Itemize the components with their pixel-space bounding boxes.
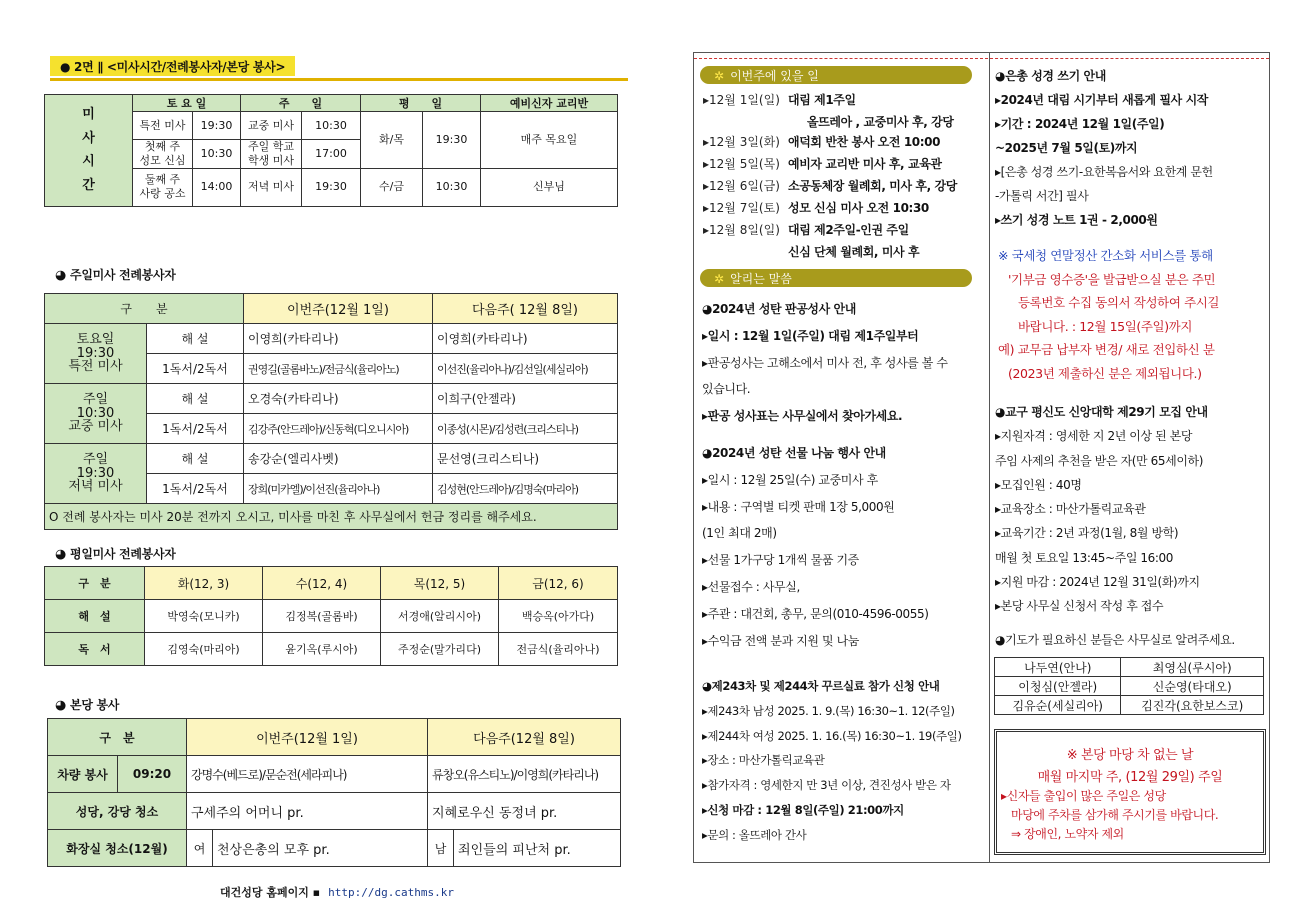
parking-notice-box	[994, 729, 1266, 855]
notice-line: ▸지원자격 : 영세한 지 2년 이상 된 본당	[995, 429, 1193, 444]
weekday-head-category: 구 분	[45, 567, 145, 600]
notice-heading: ◕2024년 성탄 선물 나눔 행사 안내	[702, 445, 886, 460]
weekday-servers-table	[44, 566, 618, 666]
server-name: 주정순(말가리다)	[381, 633, 499, 666]
prayer-name: 이청심(안젤라)	[995, 677, 1121, 696]
group-label: 주일 10:30 교중 미사	[45, 384, 147, 444]
notice-line: ▸지원 마감 : 2024년 12월 31일(화)까지	[995, 575, 1200, 590]
notice-line: ▸주관 : 대건회, 총무, 문의(010-4596-0055)	[702, 606, 929, 621]
notice-line: ▸제244차 여성 2025. 1. 16.(목) 16:30~1. 19(주일)	[702, 728, 962, 743]
servers-note: O 전례 봉사자는 미사 20분 전까지 오시고, 미사를 마친 후 사무실에서 헌금 정리를 해주세요.	[45, 504, 618, 530]
vehicle-next-week: 류창오(유스티노)/이영희(카타리나)	[428, 756, 621, 793]
tax-line: 바랍니다. : 12월 15일(주일)까지	[1018, 318, 1193, 334]
prayer-name: 나두연(안나)	[995, 658, 1121, 677]
cleaning-next-week: 지혜로우신 동정녀 pr.	[428, 793, 621, 830]
header-underline	[50, 78, 628, 81]
catechumen-teacher: 신부님	[481, 168, 618, 206]
vehicle-service-time: 09:20	[118, 756, 187, 793]
cleaning-label: 성당, 강당 청소	[48, 793, 187, 830]
weekday-mass-time: 19:30	[423, 112, 481, 169]
notice-line: ▸판공성사는 고해소에서 미사 전, 후 성사를 볼 수	[702, 355, 948, 370]
server-this-week: 권영길(골롬바노)/전금식(율리아노)	[244, 354, 433, 384]
restroom-next-tag: 남	[428, 830, 454, 867]
sat-mass-time: 19:30	[193, 112, 241, 140]
server-name: 윤기옥(루시아)	[263, 633, 381, 666]
server-this-week: 김강주(안드레아)/신동혁(디오니시아)	[244, 414, 433, 444]
server-this-week: 송강순(엘리사벳)	[244, 444, 433, 474]
server-next-week: 김성현(안드레아)/김명숙(마리아)	[433, 474, 618, 504]
bullet-icon: ◕	[55, 547, 67, 562]
parking-line: 마당에 주차를 삼가해 주시기를 바랍니다.	[1011, 808, 1219, 822]
notice-line: ▸2024년 대림 시기부터 새롭게 필사 시작	[995, 93, 1208, 107]
restroom-this-week: 천상은총의 모후 pr.	[213, 830, 428, 867]
mass-time-side-label: 미 사 시 간	[45, 95, 133, 207]
notice-line: ▸선물 1가구당 1개씩 물품 기증	[702, 553, 859, 568]
server-next-week: 이희구(안젤라)	[433, 384, 618, 414]
role-label: 해 설	[147, 444, 244, 474]
server-this-week: 오경숙(카타리나)	[244, 384, 433, 414]
mass-schedule-table	[44, 94, 618, 207]
server-name: 서경애(알리시아)	[381, 600, 499, 633]
notice-line: ▸기간 : 2024년 12월 1일(주일)	[995, 117, 1165, 131]
sparkle-icon: ✲	[714, 272, 725, 286]
role-label: 1독서/2독서	[147, 354, 244, 384]
tax-line: ※ 국세청 연말정산 간소화 서비스를 통해	[998, 248, 1213, 263]
notice-heading: ◕2024년 성탄 판공성사 안내	[702, 302, 856, 316]
cursillo-list	[702, 674, 962, 848]
role-label: 해 설	[147, 384, 244, 414]
group-label: 주일 19:30 저녁 미사	[45, 444, 147, 504]
notice-heading: ◕은총 성경 쓰기 안내	[995, 69, 1106, 83]
prayer-name: 김진각(요한보스코)	[1121, 696, 1264, 715]
sunday-head-this-week: 이번주(12월 1일)	[244, 294, 433, 324]
cleaning-this-week: 구세주의 어머니 pr.	[187, 793, 428, 830]
prayer-names-table	[994, 657, 1264, 715]
notice-line: ▸일시 : 12월 1일(주일) 대림 제1주일부터	[702, 328, 919, 343]
server-name: 박영숙(모니카)	[145, 600, 263, 633]
notice-line: ▸교육장소 : 마산가톨릭교육관	[995, 502, 1146, 517]
weekday-head-day: 목(12, 5)	[381, 567, 499, 600]
sparkle-icon: ✲	[714, 69, 725, 83]
section-header-tag: ● 2면 ∥ <미사시간/전례봉사자/본당 봉사>	[50, 56, 295, 76]
notice-line: ~2025년 7월 5일(토)까지	[995, 141, 1138, 155]
parking-line: ※ 본당 마당 차 없는 날	[1066, 748, 1194, 763]
weekday-mass-time: 10:30	[423, 168, 481, 206]
homepage-link[interactable]: http://dg.cathms.kr	[328, 886, 454, 899]
tax-line: 등록번호 수집 동의서 작성하여 주시길	[1018, 295, 1220, 310]
sun-mass-time: 19:30	[302, 168, 361, 206]
weekday-mass-name: 수/금	[361, 168, 423, 206]
footer-label: 대건성당 홈페이지 ▪	[220, 886, 321, 899]
sat-mass-name: 첫째 주 성모 신심	[133, 140, 193, 169]
prayer-name: 최영심(루시아)	[1121, 658, 1264, 677]
server-name: 전금식(율리아나)	[499, 633, 618, 666]
restroom-label: 화장실 청소(12월)	[48, 830, 187, 867]
notice-spacer	[702, 654, 948, 658]
catechumen-day: 매주 목요일	[481, 112, 618, 169]
sat-mass-time: 10:30	[193, 140, 241, 169]
prayer-name: 신순영(타대오)	[1121, 677, 1264, 696]
sunday-head-category: 구 분	[45, 294, 244, 324]
vehicle-this-week: 강명수(베드로)/문순전(세라피나)	[187, 756, 428, 793]
role-label: 1독서/2독서	[147, 414, 244, 444]
notice-line: ▸선물접수 : 사무실,	[702, 579, 800, 594]
parish-service-table	[47, 718, 621, 867]
notice-line: ▸신청 마감 : 12월 8일(주일) 21:00까지	[702, 802, 904, 817]
role-label: 해 설	[45, 600, 145, 633]
parking-line: 매월 마지막 주, (12월 29일) 주일	[1037, 770, 1223, 785]
college-notice	[995, 400, 1208, 619]
notice-line: ▸쓰기 성경 노트 1권 - 2,000원	[995, 213, 1158, 227]
bible-writing-list	[995, 64, 1213, 232]
this-week-pill: ✲ 이번주에 있을 일	[700, 66, 972, 84]
restroom-this-tag: 여	[187, 830, 213, 867]
server-next-week: 이선진(율리아나)/김선일(세실리아)	[433, 354, 618, 384]
sunday-servers-table	[44, 293, 618, 530]
notice-line: (1인 최대 2매)	[702, 526, 777, 541]
notice-spacer	[702, 430, 948, 440]
sun-mass-name: 저녁 미사	[241, 168, 302, 206]
notice-line: 매월 첫 토요일 13:45~주일 16:00	[995, 550, 1174, 565]
role-label: 1독서/2독서	[147, 474, 244, 504]
service-head-next-week: 다음주(12월 8일)	[428, 719, 621, 756]
col-saturday: 토 요 일	[133, 95, 241, 112]
notice-line: ▸장소 : 마산가톨릭교육관	[702, 753, 825, 768]
prayer-title: ◕기도가 필요하신 분들은 사무실로 알려주세요.	[995, 633, 1235, 647]
weekday-head-day: 수(12, 4)	[263, 567, 381, 600]
weekday-head-day: 금(12, 6)	[499, 567, 618, 600]
sunday-servers-title: ◕ 주일미사 전례봉사자	[55, 268, 176, 283]
notice-line: ▸[은총 성경 쓰기-요한복음서와 요한계 문헌	[995, 165, 1213, 179]
notice-line: ▸제243차 남성 2025. 1. 9.(목) 16:30~1. 12(주일)	[702, 703, 955, 718]
tax-notice	[998, 244, 1219, 385]
weekday-mass-name: 화/목	[361, 112, 423, 169]
role-label: 해 설	[147, 324, 244, 354]
notice-line: ▸모집인원 : 40명	[995, 477, 1082, 492]
server-name: 김영숙(마리아)	[145, 633, 263, 666]
notice-line: ▸일시 : 12월 25일(수) 교중미사 후	[702, 472, 878, 487]
tax-line: (2023년 제출하신 분은 제외됩니다.)	[1008, 365, 1202, 381]
footer	[220, 884, 454, 900]
sat-mass-time: 14:00	[193, 168, 241, 206]
notice-line: ▸수익금 전액 분과 지원 및 나눔	[702, 633, 860, 648]
restroom-next-week: 죄인들의 피난처 pr.	[454, 830, 621, 867]
server-this-week: 이영희(카타리나)	[244, 324, 433, 354]
server-name: 백승옥(아가다)	[499, 600, 618, 633]
notice-line: ▸참가자격 : 영세한지 만 3년 이상, 견진성사 받은 자	[702, 778, 951, 793]
parking-line: ⇒ 장애인, 노약자 제외	[1011, 827, 1124, 841]
notice-line: ▸문의 : 올뜨레아 간사	[702, 827, 807, 842]
notices-list	[702, 296, 948, 658]
server-next-week: 이종성(시몬)/김성련(크리스티나)	[433, 414, 618, 444]
sat-mass-name: 특전 미사	[133, 112, 193, 140]
sun-mass-name: 교중 미사	[241, 112, 302, 140]
sun-mass-name: 주일 학교 학생 미사	[241, 140, 302, 169]
col-weekday: 평 일	[361, 95, 481, 112]
top-dashed-rule	[694, 58, 1269, 59]
server-name: 김정복(골롬바)	[263, 600, 381, 633]
sunday-head-next-week: 다음주( 12월 8일)	[433, 294, 618, 324]
prayer-name: 김유순(세실리아)	[995, 696, 1121, 715]
vehicle-service-label: 차량 봉사	[48, 756, 118, 793]
sun-mass-time: 10:30	[302, 112, 361, 140]
col-catechumen: 예비신자 교리반	[481, 95, 618, 112]
parish-service-title: ◕ 본당 봉사	[55, 698, 120, 713]
notice-line: 있습니다.	[702, 382, 751, 397]
service-head-this-week: 이번주(12월 1일)	[187, 719, 428, 756]
notice-line: 주임 사제의 추천을 받은 자(만 65세이하)	[995, 453, 1203, 468]
tax-line: 예) 교무금 납부자 변경/ 새로 전입하신 분	[998, 342, 1215, 357]
server-next-week: 문선영(크리스티나)	[433, 444, 618, 474]
bullet-icon: ◕	[55, 698, 67, 713]
tax-line: '기부금 영수증'을 발급받으실 분은 주민	[1008, 271, 1216, 287]
notice-line: ▸본당 사무실 신청서 작성 후 접수	[995, 599, 1164, 614]
notice-line: ▸내용 : 구역별 티켓 판매 1장 5,000원	[702, 499, 895, 514]
parking-line: ▸신자들 출입이 많은 주일은 성당	[1001, 789, 1166, 803]
column-divider	[989, 52, 990, 863]
notice-line: -가톨릭 서간] 필사	[995, 189, 1089, 203]
weekday-head-day: 화(12, 3)	[145, 567, 263, 600]
role-label: 독 서	[45, 633, 145, 666]
col-sunday: 주 일	[241, 95, 361, 112]
notice-heading: ◕교구 평신도 신앙대학 제29기 모집 안내	[995, 405, 1208, 419]
notice-heading: ◕제243차 및 제244차 꾸르실료 참가 신청 안내	[702, 679, 940, 693]
bullet-icon: ◕	[55, 268, 67, 283]
group-label: 토요일 19:30 특전 미사	[45, 324, 147, 384]
sun-mass-time: 17:00	[302, 140, 361, 169]
notices-pill: ✲ 알리는 말씀	[700, 269, 972, 287]
sat-mass-name: 둘째 주 사랑 공소	[133, 168, 193, 206]
notice-line: ▸판공 성사표는 사무실에서 찾아가세요.	[702, 409, 903, 424]
weekday-servers-title: ◕ 평일미사 전례봉사자	[55, 547, 176, 562]
server-this-week: 장희(미카엘)/이선진(율리아나)	[244, 474, 433, 504]
service-head-category: 구 분	[48, 719, 187, 756]
notice-line: ▸교육기간 : 2년 과정(1월, 8월 방학)	[995, 526, 1179, 541]
server-next-week: 이영희(카타리나)	[433, 324, 618, 354]
